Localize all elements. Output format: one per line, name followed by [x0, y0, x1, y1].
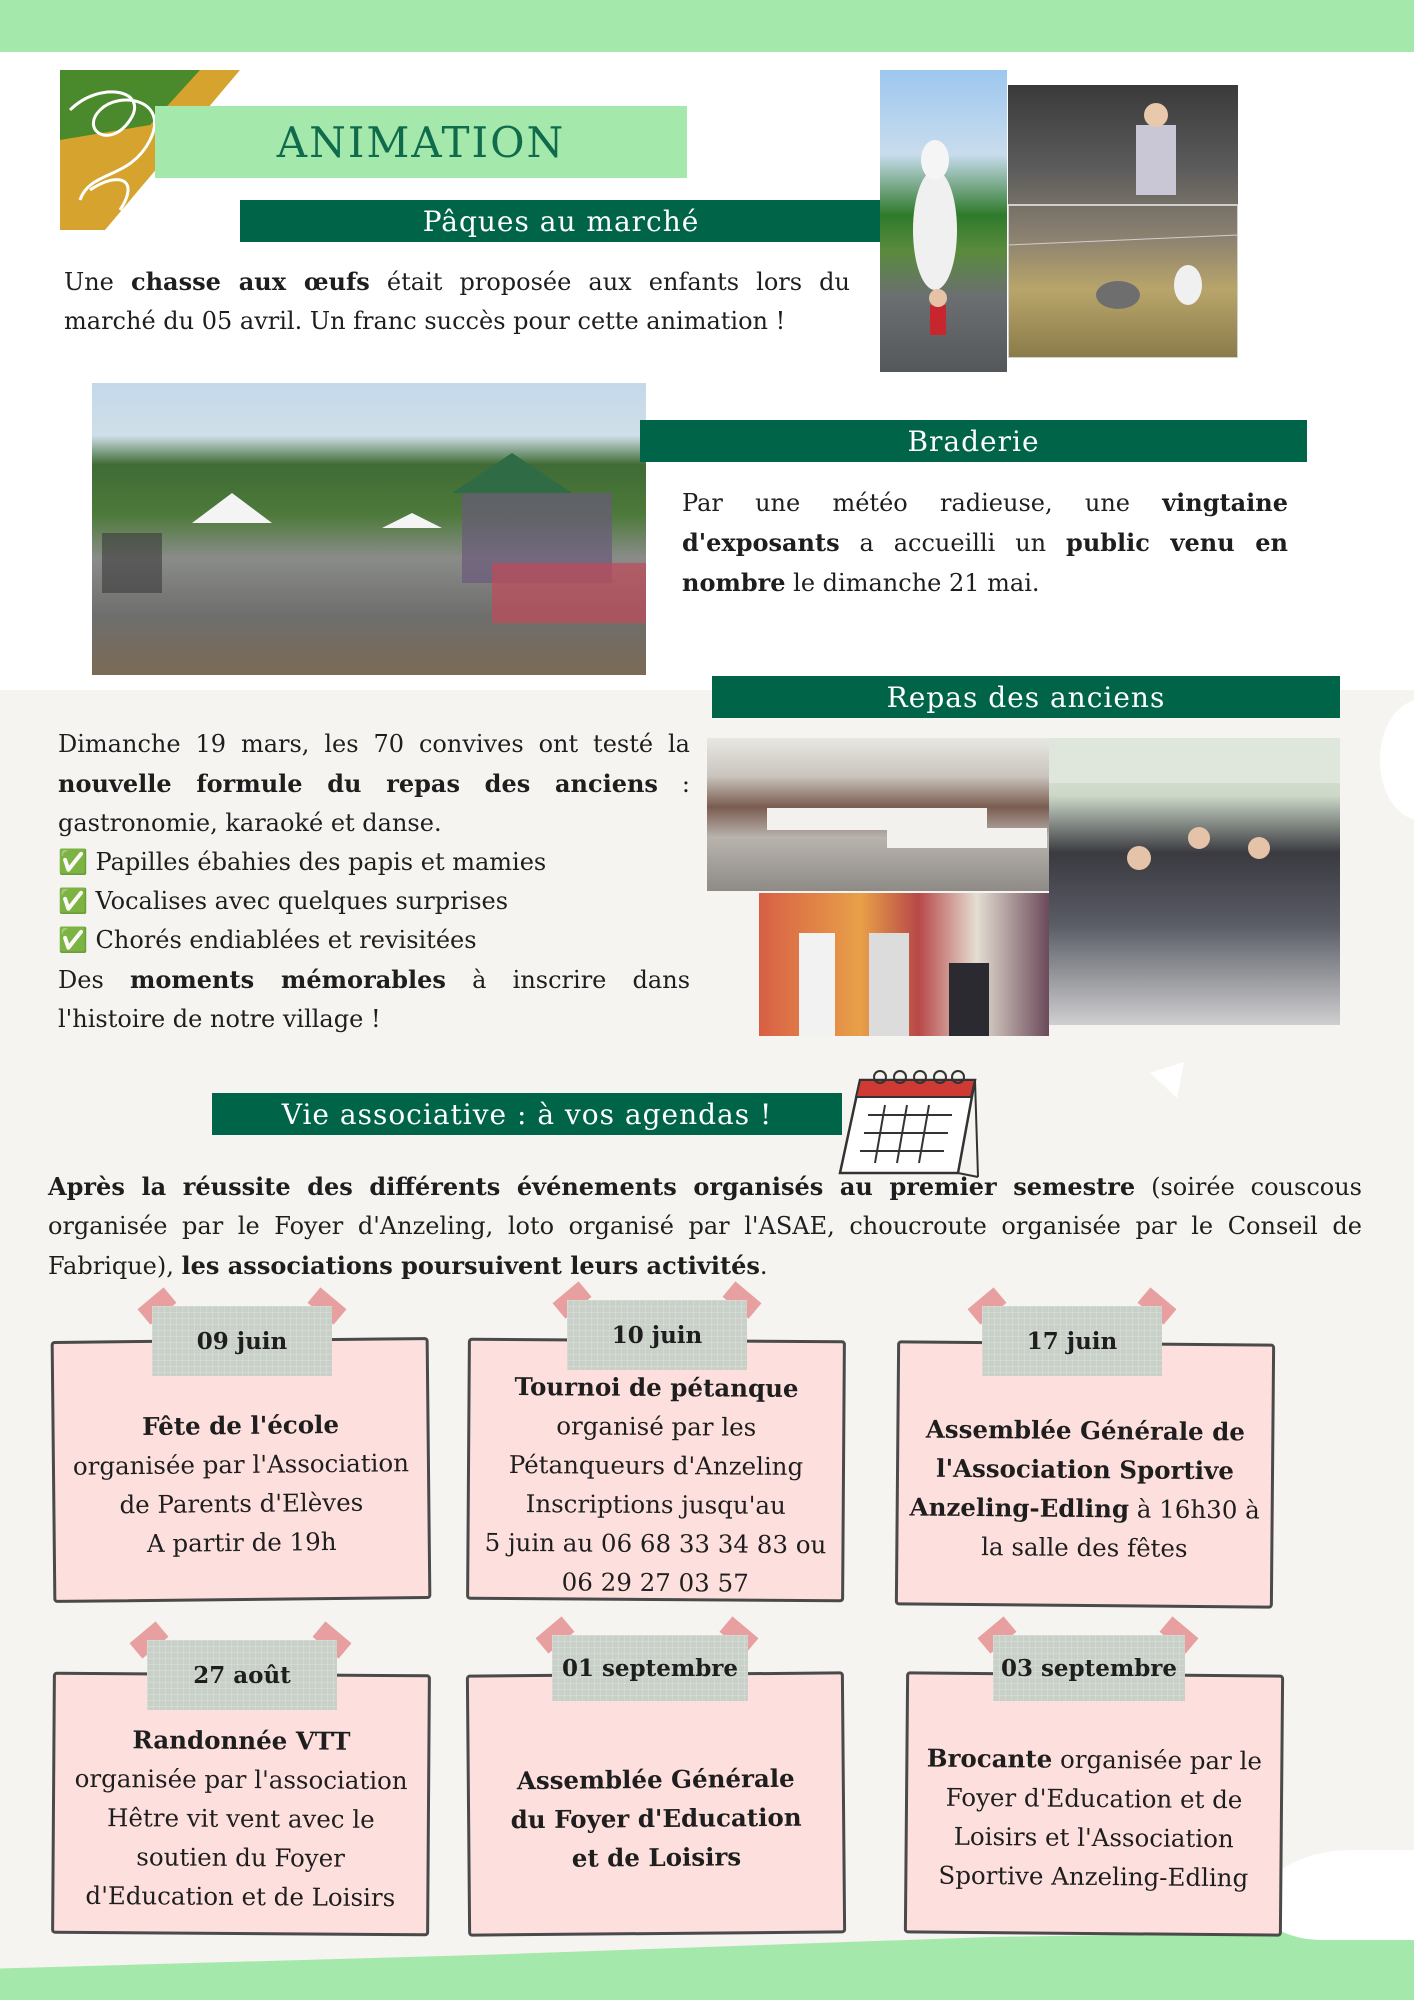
- section-heading-braderie: Braderie: [640, 420, 1307, 462]
- section-heading-repas: Repas des anciens: [712, 676, 1340, 718]
- section-heading-vie-associative: Vie associative : à vos agendas !: [212, 1093, 842, 1135]
- check-item: ✅ Vocalises avec quelques surprises: [58, 887, 509, 915]
- event-card: Tournoi de pétanque organisé par les Pétanqueurs d'Anzeling Inscriptions jusqu'au 5 juin au 06 68 33 34 83 ou 06 29 27 03 57: [466, 1338, 846, 1603]
- event-card: Assemblée Générale de l'Association Sportive Anzeling-Edling à 16h30 à la salle des fêtes: [895, 1340, 1275, 1608]
- check-item: ✅ Chorés endiablées et revisitées: [58, 926, 477, 954]
- photo-easter-bunny: [880, 70, 1007, 372]
- photo-dinner-hall: [707, 738, 1049, 891]
- event-date-tag: 09 juin: [152, 1306, 332, 1376]
- check-item: ✅ Papilles ébahies des papis et mamies: [58, 848, 547, 876]
- event-card: Fête de l'école organisée par l'Association de Parents d'Elèves A partir de 19h: [51, 1337, 432, 1603]
- page-title: ANIMATION: [276, 117, 566, 167]
- event-date-tag: 01 septembre: [552, 1635, 748, 1701]
- section-heading-paques: Pâques au marché: [240, 200, 882, 242]
- vie-associative-text: Après la réussite des différents événements organisés au premier semestre (soirée couscous organisée par le Foyer d'Anzeling, loto organisé par l'ASAE, choucroute organisée par le Conseil de Fabrique), les associations poursuivent leurs activités.: [48, 1172, 1362, 1280]
- event-date-tag: 27 août: [147, 1640, 337, 1710]
- photo-rabbits-enclosure: [1008, 85, 1238, 358]
- calendar-icon: [830, 1065, 980, 1180]
- photo-dancing: [1049, 738, 1340, 1025]
- paques-text: Une chasse aux œufs était proposée aux enfants lors du marché du 05 avril. Un franc succès pour cette animation !: [64, 267, 850, 335]
- top-band: [0, 0, 1414, 52]
- photo-braderie-market: [92, 383, 646, 675]
- event-card: Brocante organisée par le Foyer d'Education et de Loisirs et l'Association Sportive Anzeling-Edling: [904, 1671, 1284, 1936]
- repas-text: Dimanche 19 mars, les 70 convives ont testé la nouvelle formule du repas des anciens : gastronomie, karaoké et danse. ✅ Papilles ébahies des papis et mamies ✅ Vocalises avec quelques surprises ✅ Chorés endiablées et revisitées Des moments mémorables à inscrire dans l'histoire de notre village !: [58, 730, 691, 1033]
- photo-singers: [759, 893, 1049, 1036]
- event-date-tag: 17 juin: [982, 1306, 1162, 1376]
- event-card: Randonnée VTT organisée par l'association Hêtre vit vent avec le soutien du Foyer d'Education et de Loisirs: [51, 1672, 431, 1937]
- event-date-tag: 10 juin: [567, 1300, 747, 1370]
- braderie-text: Par une météo radieuse, une vingtaine d'exposants a accueilli un public venu en nombre le dimanche 21 mai.: [682, 488, 1288, 597]
- event-card: Assemblée Générale du Foyer d'Education et de Loisirs: [466, 1671, 846, 1936]
- event-date-tag: 03 septembre: [993, 1635, 1185, 1701]
